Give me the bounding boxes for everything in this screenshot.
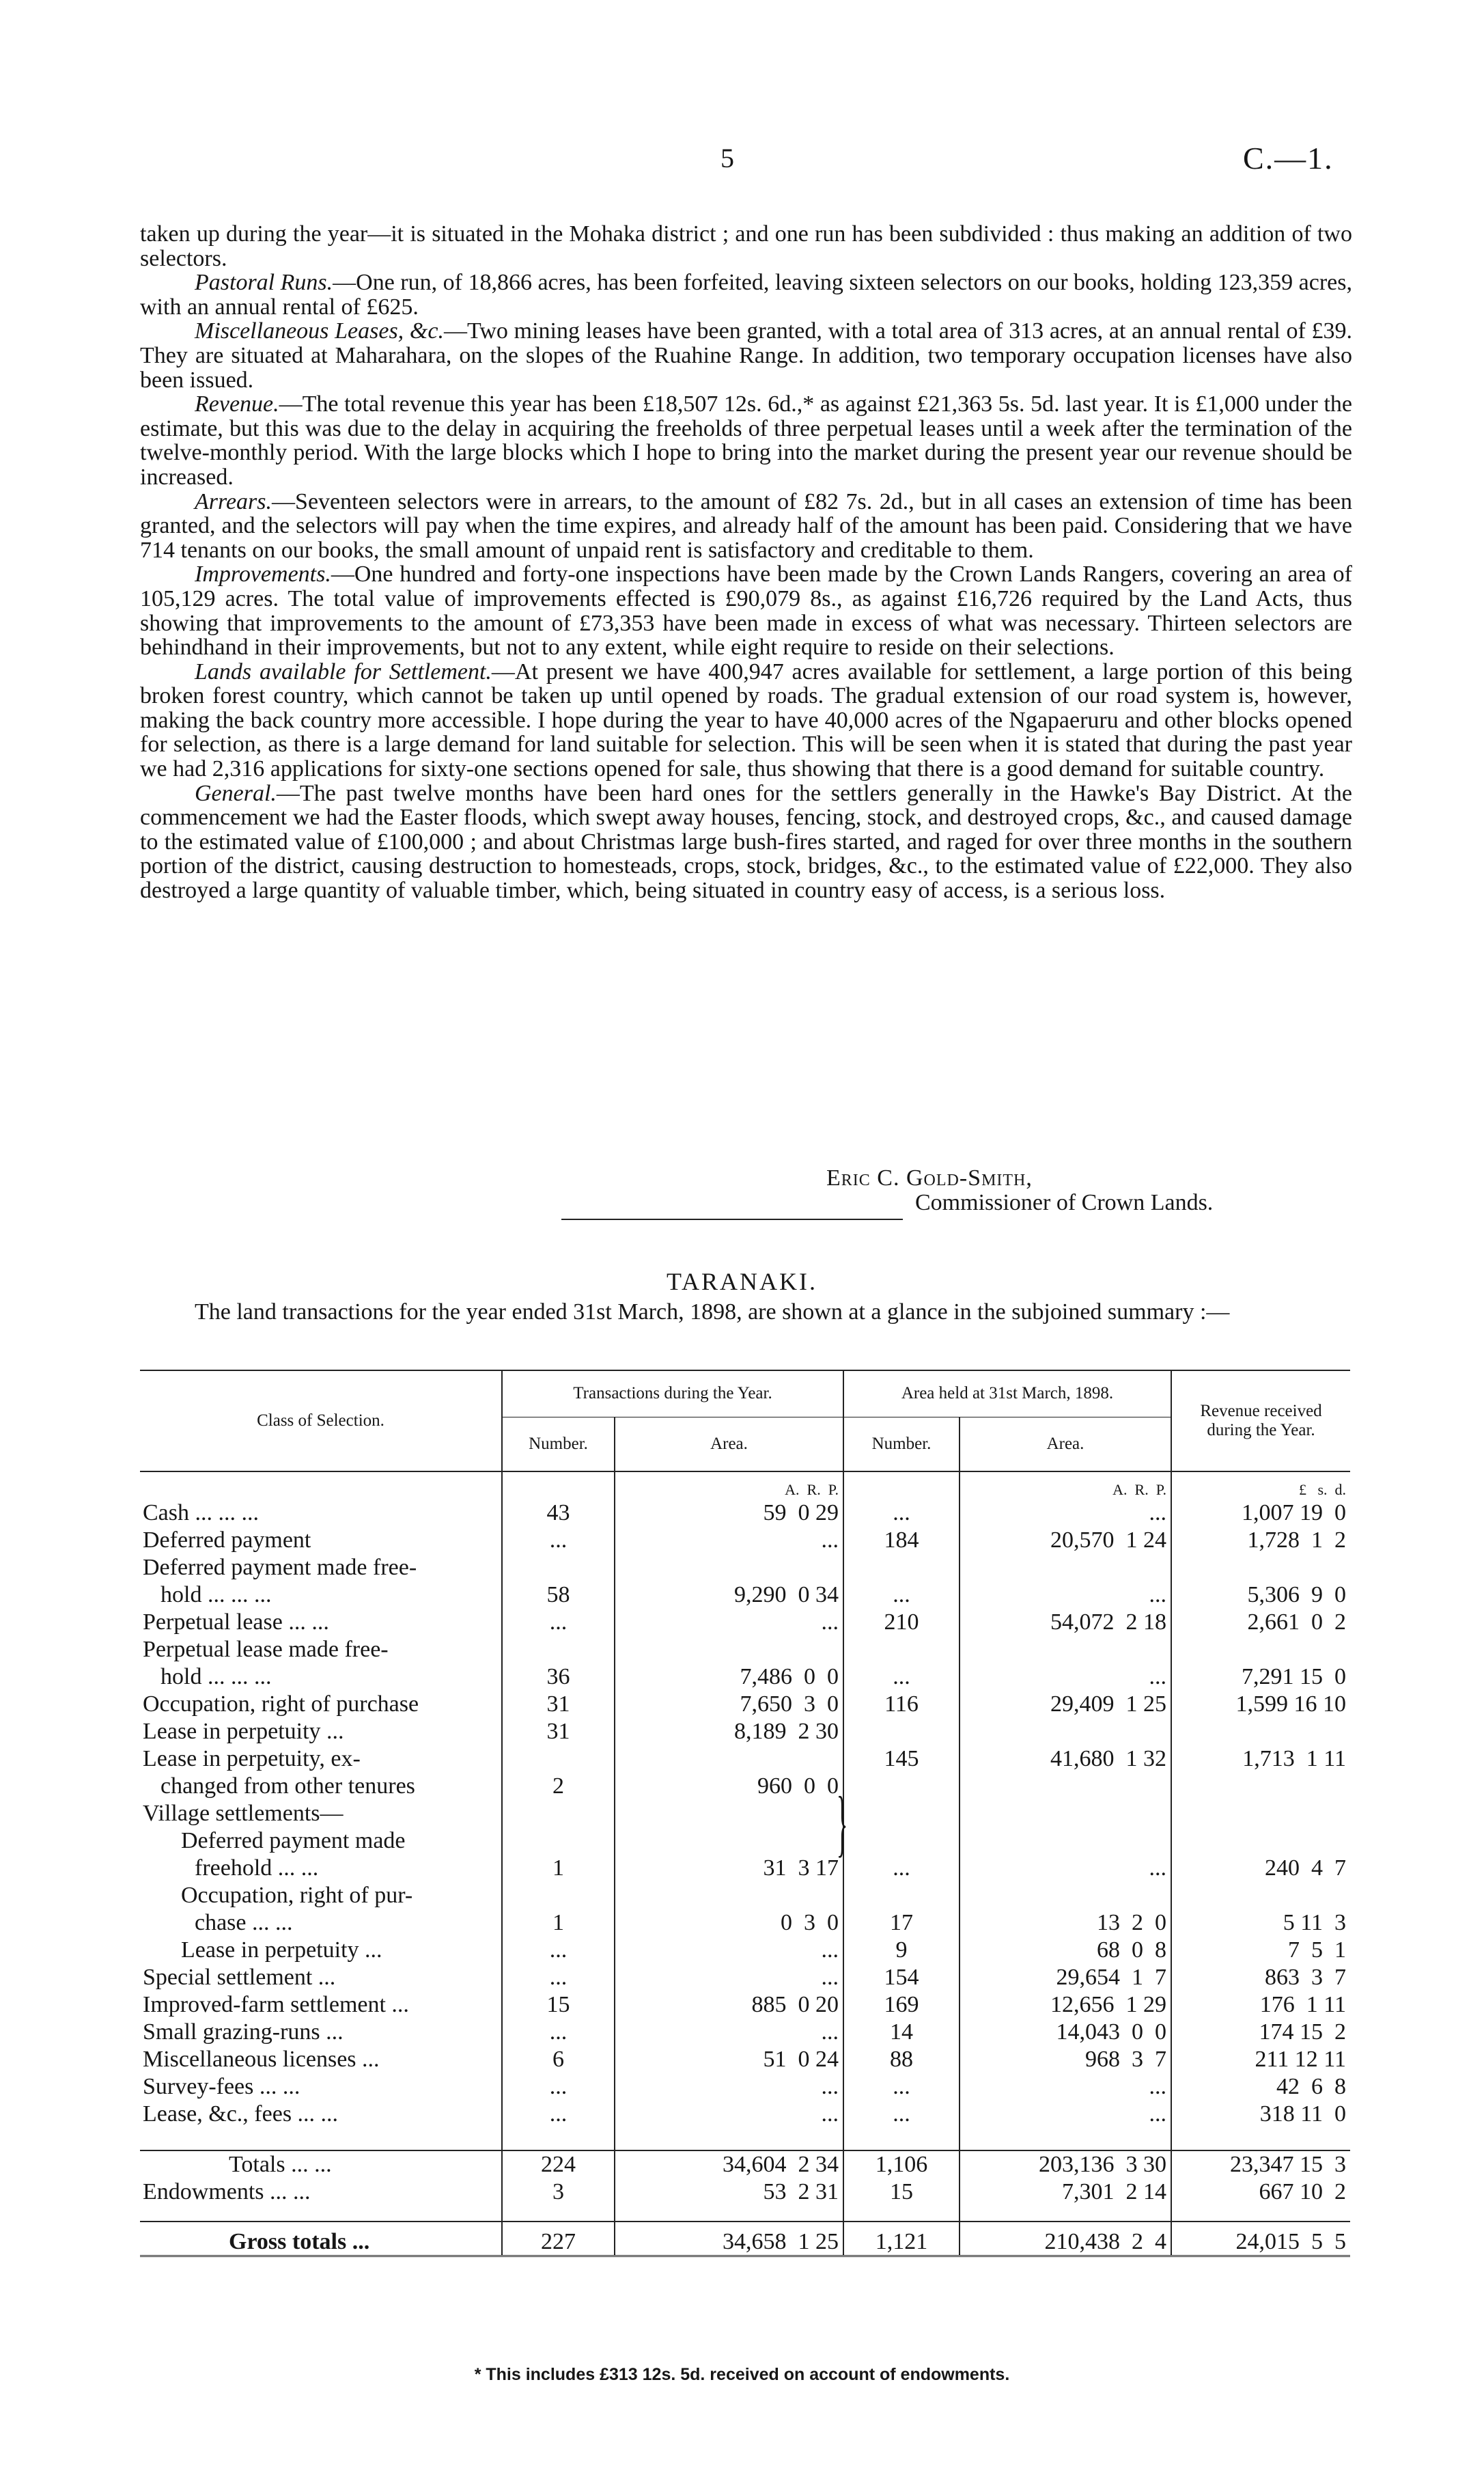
gross-totals-row: Gross totals ... 227 34,658 1 25 1,121 210,438 2 4 24,015 5 5 [140, 2222, 1350, 2256]
table-cell-a1: 960 0 0 [615, 1772, 843, 1799]
table-row [140, 1881, 1350, 1909]
table-cell-n2 [843, 1799, 960, 1827]
table-cell-a2: 29,409 1 25 [960, 1690, 1171, 1717]
table-cell-n1: 36 [502, 1663, 615, 1690]
table-cell-a2 [960, 1827, 1171, 1854]
table-cell-n2: 210 [843, 1608, 960, 1635]
table-cell-a1: 7,486 0 0 [615, 1663, 843, 1690]
table-cell-n2 [843, 1553, 960, 1581]
table-row [140, 1717, 1350, 1745]
table-cell-n1: ... [502, 1936, 615, 1963]
table-cell-label: Small grazing-runs ... [143, 2019, 344, 2045]
table-cell-n2 [843, 1635, 960, 1663]
table-cell-a2 [960, 1553, 1171, 1581]
table-cell-rev: 174 15 2 [1171, 2018, 1350, 2045]
table-cell-rev [1171, 1799, 1350, 1827]
paragraph-heading: General. [195, 780, 277, 806]
table-cell-a1 [615, 1799, 843, 1827]
table-cell-a2 [960, 1717, 1171, 1745]
paragraph-improvements: Improvements.—One hundred and forty-one inspections have been made by the Crown Lands Rangers, covering an area of 105,129 acres. The total value of improvements effected is £90,079 8s., as against £16,726 required by the Land Acts, thus showing that improvements to the amount of £73,353 have been made in excess of what was necessary. Thirteen selectors are behindhand in their improvements, but not to any extent, while eight require to reside on their selections. [140, 562, 1352, 661]
brace-icon: } [837, 1784, 848, 1866]
table-cell-label: Lease in perpetuity ... [181, 1937, 382, 1963]
table-cell-a2: ... [960, 1499, 1171, 1526]
table-cell-n1: ... [502, 1963, 615, 1991]
table-cell-a1: ... [615, 2100, 843, 2127]
table-cell-label: Special settlement ... [143, 1965, 336, 1990]
table-cell-rev [1171, 1772, 1350, 1799]
table-cell-n1: ... [502, 1608, 615, 1635]
table-cell-a2: 13 2 0 [960, 1909, 1171, 1936]
table-cell-label: Perpetual lease made free- [143, 1637, 389, 1662]
section-title: TARANAKI. [666, 1268, 818, 1295]
table-cell-label: Cash ... ... ... [143, 1500, 259, 1525]
document-reference: C.—1. [1243, 141, 1334, 176]
table-cell-n2: ... [843, 1581, 960, 1608]
table-cell-rev: 42 6 8 [1171, 2073, 1350, 2100]
table-cell-n2: ... [843, 1499, 960, 1526]
table-cell-a2 [960, 1799, 1171, 1827]
unit-area: A. R. P. [615, 1471, 843, 1499]
table-cell-label: hold ... ... ... [160, 1664, 272, 1689]
table-cell-a1 [615, 1745, 843, 1772]
table-row [140, 1663, 1350, 1690]
header-number: Number. [502, 1417, 615, 1471]
table-cell-a2 [960, 1881, 1171, 1909]
paragraph-pastoral-runs: Pastoral Runs.—One run, of 18,866 acres, has been forfeited, leaving sixteen selectors on our books, holding 123,359 acres, with an annual rental of £625. [140, 270, 1353, 320]
table-cell-a1: 59 0 29 [615, 1499, 843, 1526]
table-cell-label: Village settlements— [143, 1801, 344, 1826]
table-cell-a1 [615, 1881, 843, 1909]
paragraph-heading: Lands available for Settlement. [195, 659, 492, 684]
table-cell-rev: 7 5 1 [1171, 1936, 1350, 1963]
table-cell-a1: 31 3 17 [615, 1854, 843, 1881]
signatory-name: Eric C. Gold-Smith, [826, 1165, 1033, 1191]
table-cell-label: Miscellaneous licenses ... [143, 2047, 380, 2072]
table-cell-rev [1171, 1827, 1350, 1854]
table-cell-n2: 17 [843, 1909, 960, 1936]
paragraph-misc-leases: Miscellaneous Leases, &c.—Two mining leases have been granted, with a total area of 313 acres, at an annual rental of £39. They are situated at Maharahara, on the slopes of the Ruahine Range. In addition, two temporary occupation licenses have also been issued. [140, 318, 1352, 393]
table-cell-a2 [960, 1635, 1171, 1663]
header-transactions: Transactions during the Year. [502, 1370, 843, 1417]
table-cell-rev: 5,306 9 0 [1171, 1581, 1350, 1608]
table-cell-a2: ... [960, 1854, 1171, 1881]
table-cell-a1 [615, 1635, 843, 1663]
table-cell-a2: ... [960, 1581, 1171, 1608]
table-cell-n2: 9 [843, 1936, 960, 1963]
table-cell-label: hold ... ... ... [160, 1582, 272, 1607]
table-row [140, 1499, 1350, 1526]
table-cell-n2: ... [843, 1854, 960, 1881]
paragraph-continuation: taken up during the year—it is situated in the Mohaka district ; and one run has been subdivided : thus making an addition of two selectors. [140, 221, 1352, 271]
paragraph-general: General.—The past twelve months have been hard ones for the settlers generally in the Hawke's Bay District. At the commencement we had the Easter floods, which swept away houses, fencing, stock, and destroyed crops, &c., and caused damage to the estimated value of £100,000 ; and about Christmas large bush-fires started, and raged for over three months in the southern portion of the district, causing destruction to homesteads, crops, stock, bridges, &c., to the estimated value of £22,000. They also destroyed a large quantity of valuable timber, which, being situated in country easy of access, is a serious loss. [140, 780, 1352, 904]
table-cell-label: Lease in perpetuity, ex- [143, 1746, 361, 1771]
table-cell-rev: 863 3 7 [1171, 1963, 1350, 1991]
table-cell-n2: 14 [843, 2018, 960, 2045]
table-cell-rev: 1,007 19 0 [1171, 1499, 1350, 1526]
table-cell-n2: 154 [843, 1963, 960, 1991]
table-cell-n2: 145 [843, 1745, 960, 1772]
table-cell-a1 [615, 1827, 843, 1854]
table-row [140, 1772, 1350, 1799]
table-cell-a2: 12,656 1 29 [960, 1991, 1171, 2018]
table-cell-n1: 15 [502, 1991, 615, 2018]
table-cell-label: chase ... ... [195, 1910, 293, 1935]
table-cell-n2: 88 [843, 2045, 960, 2073]
header-number-held: Number. [843, 1417, 960, 1471]
table-cell-n2: 116 [843, 1690, 960, 1717]
table-row [140, 1526, 1350, 1553]
table-cell-a2: 41,680 1 32 [960, 1745, 1171, 1772]
table-cell-rev [1171, 1635, 1350, 1663]
endowments-row: Endowments ... ... 3 53 2 31 15 7,301 2 14 667 10 2 [140, 2178, 1350, 2205]
table-row [140, 1581, 1350, 1608]
table-cell-n1: ... [502, 2100, 615, 2127]
table-cell-n1 [502, 1635, 615, 1663]
paragraph-heading: Revenue. [195, 391, 279, 417]
table-cell-a1: ... [615, 1608, 843, 1635]
section-divider [561, 1219, 903, 1220]
table-cell-label: Occupation, right of purchase [143, 1691, 419, 1717]
table-cell-label: Perpetual lease ... ... [143, 1609, 329, 1635]
table-cell-a1: 9,290 0 34 [615, 1581, 843, 1608]
paragraph-revenue: Revenue.—The total revenue this year has been £18,507 12s. 6d.,* as against £21,363 5s. 5d. last year. It is £1,000 under the estimate, but this was due to the delay in acquiring the freeholds of three perpetual leases until a week after the termination of the twelve-monthly period. With the large blocks which I hope to bring into the market during the present year our revenue should be increased. [140, 391, 1352, 490]
table-cell-rev: 211 12 11 [1171, 2045, 1350, 2073]
table-cell-rev: 2,661 0 2 [1171, 1608, 1350, 1635]
page-number: 5 [720, 143, 734, 174]
table-cell-a2: 29,654 1 7 [960, 1963, 1171, 1991]
table-cell-n1: 6 [502, 2045, 615, 2073]
table-cell-n1 [502, 1553, 615, 1581]
paragraph-arrears: Arrears.—Seventeen selectors were in arrears, to the amount of £82 7s. 2d., but in all cases an extension of time has been granted, and the selectors will pay when the time expires, and already half of the amount has been paid. Considering that we have 714 tenants on our books, the small amount of unpaid rent is satisfactory and creditable to them. [140, 488, 1352, 563]
table-row [140, 1635, 1350, 1663]
table-cell-a1: ... [615, 1963, 843, 1991]
table-cell-label: Survey-fees ... ... [143, 2074, 300, 2099]
land-transactions-table [140, 1370, 1350, 2257]
paragraph-lands-available: Lands available for Settlement.—At present we have 400,947 acres available for settlement, a large portion of this being broken forest country, which cannot be taken up until opened by roads. The gradual extension of our road system is, however, making the back country more accessible. I hope during the year to have 40,000 acres of the Ngapaeruru and other blocks opened for selection, as there is a large demand for land suitable for selection. This will be seen when it is stated that during the past year we had 2,316 applications for sixty-one sections opened for sale, thus showing that there is a good demand for suitable country. [140, 659, 1352, 782]
table-row [140, 2073, 1350, 2100]
table-cell-rev [1171, 1881, 1350, 1909]
paragraph-heading: Improvements. [195, 562, 331, 587]
table-cell-a2: 14,043 0 0 [960, 2018, 1171, 2045]
table-row [140, 1690, 1350, 1717]
table-cell-rev: 7,291 15 0 [1171, 1663, 1350, 1690]
table-cell-n1: ... [502, 2018, 615, 2045]
table-cell-n1: 43 [502, 1499, 615, 1526]
paragraph-heading: Miscellaneous Leases, &c. [195, 318, 444, 344]
paragraph-heading: Arrears. [195, 488, 272, 514]
table-cell-n2 [843, 1881, 960, 1909]
table-cell-a1: 7,650 3 0 [615, 1690, 843, 1717]
section-intro: The land transactions for the year ended 31st March, 1898, are shown at a glance in the subjoined summary :— [195, 1299, 1230, 1325]
table-cell-n1 [502, 1799, 615, 1827]
table-row [140, 1963, 1350, 1991]
table-cell-a1: 0 3 0 [615, 1909, 843, 1936]
table-row [140, 1827, 1350, 1854]
table-cell-n1: ... [502, 1526, 615, 1553]
totals-row: Totals ... ... 224 34,604 2 34 1,106 203,136 3 30 23,347 15 3 [140, 2150, 1350, 2178]
table-cell-a2: 68 0 8 [960, 1936, 1171, 1963]
table-cell-a1: 8,189 2 30 [615, 1717, 843, 1745]
table-cell-label: Deferred payment [143, 1527, 311, 1553]
table-cell-a2: ... [960, 2100, 1171, 2127]
table-cell-a2: 54,072 2 18 [960, 1608, 1171, 1635]
table-row [140, 1608, 1350, 1635]
table-cell-rev: 318 11 0 [1171, 2100, 1350, 2127]
signatory-title: Commissioner of Crown Lands. [915, 1190, 1214, 1215]
table-cell-n2: ... [843, 2073, 960, 2100]
table-cell-n1: 58 [502, 1581, 615, 1608]
table-cell-label: Lease in perpetuity ... [143, 1719, 344, 1744]
table-row [140, 1909, 1350, 1936]
table-cell-a1: ... [615, 1526, 843, 1553]
table-cell-a1: ... [615, 2073, 843, 2100]
table-cell-n1 [502, 1745, 615, 1772]
table-cell-rev: 1,713 1 11 [1171, 1745, 1350, 1772]
table-cell-a1: 885 0 20 [615, 1991, 843, 2018]
table-cell-a2: ... [960, 2073, 1171, 2100]
table-cell-label: changed from other tenures [160, 1773, 415, 1799]
table-cell-a2 [960, 1772, 1171, 1799]
header-area-held-col: Area. [960, 1417, 1171, 1471]
table-cell-n2 [843, 1827, 960, 1854]
table-cell-n1: 31 [502, 1717, 615, 1745]
header-revenue: Revenue received during the Year. [1171, 1370, 1350, 1471]
table-cell-a1: 51 0 24 [615, 2045, 843, 2073]
table-row [140, 1991, 1350, 2018]
table-cell-a1: ... [615, 2018, 843, 2045]
table-cell-n2 [843, 1772, 960, 1799]
table-row [140, 2100, 1350, 2127]
table-cell-label: Deferred payment made free- [143, 1555, 417, 1580]
table-cell-rev [1171, 1553, 1350, 1581]
table-cell-n2: 184 [843, 1526, 960, 1553]
table-cell-rev: 240 4 7 [1171, 1854, 1350, 1881]
table-cell-label: Improved-farm settlement ... [143, 1992, 409, 2017]
table-cell-label: Occupation, right of pur- [181, 1883, 413, 1908]
table-cell-n2: ... [843, 1663, 960, 1690]
report-body [140, 222, 1352, 903]
table-cell-n2: ... [843, 2100, 960, 2127]
table-row [140, 1553, 1350, 1581]
table-cell-n1 [502, 1827, 615, 1854]
table-cell-n1 [502, 1881, 615, 1909]
table-cell-rev [1171, 1717, 1350, 1745]
unit-revenue: £ s. d. [1171, 1471, 1350, 1499]
table-row [140, 2045, 1350, 2073]
table-cell-n1: 31 [502, 1690, 615, 1717]
table-cell-a1 [615, 1553, 843, 1581]
table-row [140, 2018, 1350, 2045]
paragraph-heading: Pastoral Runs. [195, 270, 333, 296]
units-row [140, 1471, 1350, 1499]
table-cell-a2: 20,570 1 24 [960, 1526, 1171, 1553]
table-cell-rev: 1,599 16 10 [1171, 1690, 1350, 1717]
header-class-of-selection: Class of Selection. [257, 1411, 384, 1430]
table-cell-n2 [843, 1717, 960, 1745]
table-cell-n1: 2 [502, 1772, 615, 1799]
unit-area-held: A. R. P. [960, 1471, 1171, 1499]
table-row [140, 1854, 1350, 1881]
table-cell-label: Lease, &c., fees ... ... [143, 2101, 339, 2127]
table-cell-n1: 1 [502, 1854, 615, 1881]
table-cell-a1: ... [615, 1936, 843, 1963]
footnote: * This includes £313 12s. 5d. received on account of endowments. [474, 2365, 1010, 2384]
table-cell-label: Deferred payment made [181, 1828, 406, 1853]
table-cell-n1: 1 [502, 1909, 615, 1936]
table-cell-a2: 968 3 7 [960, 2045, 1171, 2073]
table-cell-rev: 5 11 3 [1171, 1909, 1350, 1936]
table-row [140, 1745, 1350, 1772]
header-area: Area. [615, 1417, 843, 1471]
table-cell-rev: 176 1 11 [1171, 1991, 1350, 2018]
signature-block [826, 1166, 1213, 1215]
table-cell-rev: 1,728 1 2 [1171, 1526, 1350, 1553]
table-cell-a2: ... [960, 1663, 1171, 1690]
table-cell-n1: ... [502, 2073, 615, 2100]
table-cell-n2: 169 [843, 1991, 960, 2018]
table-cell-label: freehold ... ... [195, 1855, 319, 1881]
table-row [140, 1936, 1350, 1963]
header-area-held: Area held at 31st March, 1898. [843, 1370, 1171, 1417]
table-row [140, 1799, 1350, 1827]
